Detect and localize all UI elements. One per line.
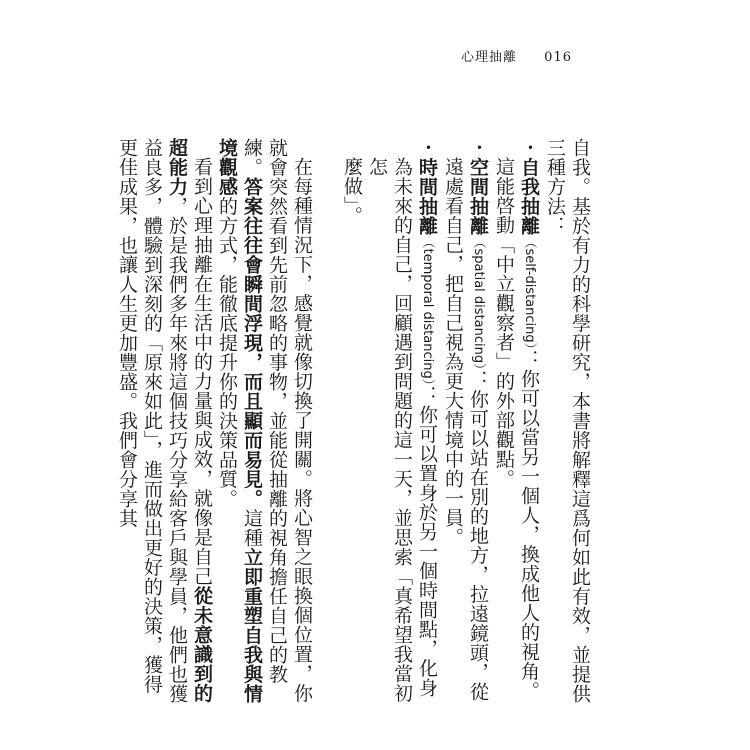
method-desc: ：你可以站在別的地方，拉遠鏡頭，從 [467, 369, 489, 702]
paragraph-each-situation [214, 138, 339, 713]
bullet-icon: ・ [467, 138, 489, 158]
running-header [461, 46, 572, 65]
bullet-icon: ・ [518, 138, 540, 158]
method-desc-cont: 為未來的自己，回顧遇到問題的這一天，並思索「真希望我當初怎 [366, 157, 413, 703]
method-desc-cont: 這能啓動「中立觀察者」的外部觀點。 [493, 157, 515, 489]
page-body [114, 138, 592, 713]
intro-line: 自我。基於有力的科學研究，本書將解釋這爲何如此有效，並提供三種方法： [544, 138, 591, 704]
method-desc-cont: 遠處看自己，把自己視為更大情境中的一員。 [442, 157, 464, 547]
method-temporal-distancing [339, 138, 440, 713]
paragraph-superpower [114, 138, 214, 713]
bullet-icon: ・ [416, 138, 438, 158]
paragraph-text: 的方式，能徹底提升你的決策品質。 [216, 196, 238, 509]
method-term: 空間抽離 [467, 157, 489, 236]
book-title: 心理抽離 [461, 50, 518, 65]
method-desc: ：你可以置身於另一個時間點，化身 [416, 385, 438, 698]
emphasis-text: 立即重塑自我與情境觀感 [216, 138, 263, 704]
method-desc-cont: 麼做」。 [341, 157, 363, 226]
method-latin-term: （self-distancing） [522, 235, 537, 350]
paragraph-text: 在每種情況下，感覺就像切換了開關。將心智之眼換個位置，你就會突然看到先前忽略的事物，並能從抽離的視角擔任自己的教練。 [241, 138, 313, 703]
method-self-distancing [491, 138, 542, 713]
method-latin-term: （temporal distancing） [420, 235, 435, 386]
emphasis-text: 答案往往會瞬間浮現，而且顯而易見。 [241, 177, 263, 509]
paragraph-text: ，於是我們多年來將這個技巧分享給客戶與學員，他們也獲益良多，體驗到深刻的「原來如此」，進而做出更好的決策，獲得更佳成果，也讓人生更加豐盛。我們會分享其 [116, 138, 188, 704]
method-term: 時間抽離 [416, 157, 438, 236]
page-number: 016 [544, 50, 572, 65]
method-desc: ：你可以當另一個人，換成他人的視角。 [518, 349, 540, 701]
method-latin-term: （spatial distancing） [471, 235, 486, 370]
method-term: 自我抽離 [518, 157, 540, 236]
method-spatial-distancing [440, 138, 491, 713]
emphasis-text: 從未意識到的超能力 [166, 138, 213, 703]
paragraph-text: 這種 [241, 508, 263, 548]
paragraph-text: 看到心理抽離在生活中的力量與成效，就像是自己 [191, 157, 213, 586]
